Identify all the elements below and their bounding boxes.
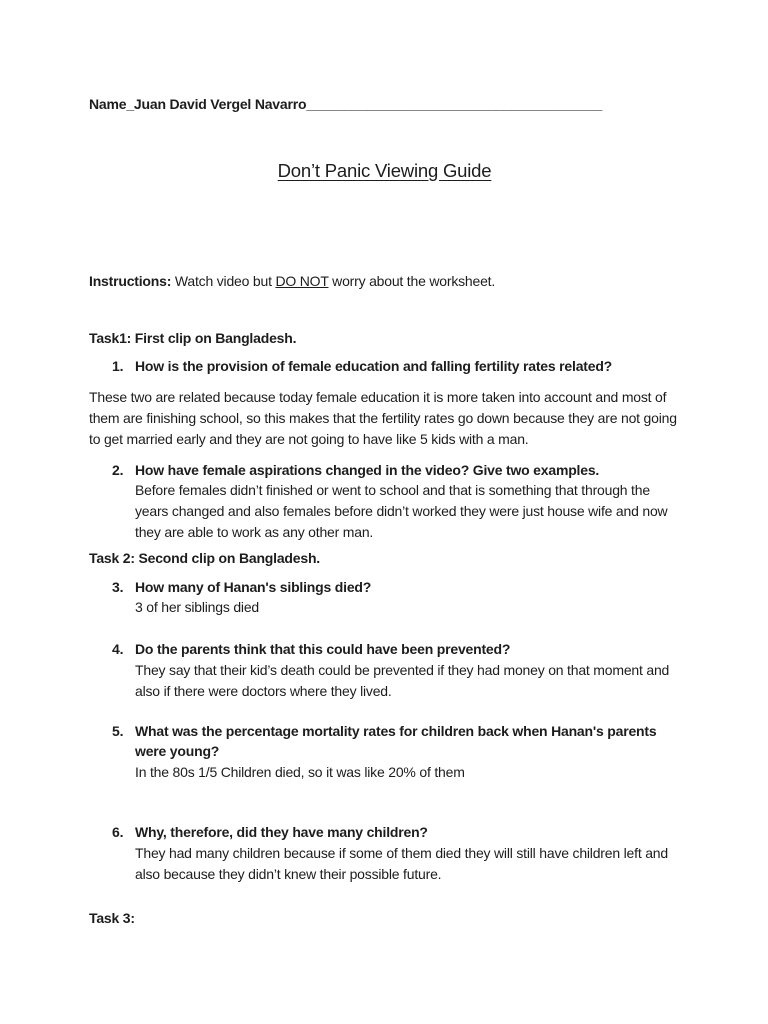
question-6-text: Why, therefore, did they have many children? [135, 823, 428, 840]
question-5-number: 5. [112, 722, 124, 739]
question-2-text: How have female aspirations changed in the video? Give two examples. [135, 461, 600, 478]
answer-2-text: Before females didn’t finished or went to school and that is something that through the years changed and also females before didn’t worked they were just house wife and now they are able to work as any other man. [135, 482, 668, 540]
question-2-number: 2. [112, 461, 124, 478]
question-5-text: What was the percentage mortality rates for children back when Hanan's parents were young? [135, 722, 657, 760]
question-3-number: 3. [112, 578, 124, 595]
task3-heading: Task 3: [89, 910, 135, 927]
question-5 [89, 721, 680, 783]
answer-3-text: 3 of her siblings died [135, 599, 260, 616]
question-4-number: 4. [112, 641, 124, 658]
question-1-number: 1. [112, 358, 124, 375]
instructions-label: Instructions: [89, 272, 172, 289]
name-label: Name_Juan David Vergel Navarro [89, 96, 307, 112]
answer-5-text: In the 80s 1/5 Children died, so it was like 20% of them [135, 764, 465, 781]
answer-1-paragraph: These two are related because today female education it is more taken into account and most of them are finishing school, so this makes that the fertility rates go down because they are not going to get married early and they are not going to have like 5 kids with a man. [89, 389, 677, 447]
name-line [89, 94, 680, 115]
instructions-text-after: worry about the worksheet. [332, 272, 496, 289]
question-6 [89, 822, 680, 884]
instructions-text-before: Watch video but [174, 272, 272, 289]
question-6-number: 6. [112, 823, 124, 840]
page-title: Don’t Panic Viewing Guide [277, 159, 492, 181]
question-1-text: How is the provision of female education and falling fertility rates related? [135, 358, 613, 375]
answer-4-text: They say that their kid’s death could be prevented if they had money on that moment and also if there were doctors where they lived. [135, 661, 670, 699]
task1-heading: Task1: First clip on Bangladesh. [89, 329, 297, 346]
question-4-text: Do the parents think that this could have been prevented? [135, 641, 511, 658]
question-1 [89, 356, 680, 377]
question-3 [89, 577, 680, 619]
question-2 [89, 460, 680, 543]
question-3-text: How many of Hanan's siblings died? [135, 578, 372, 595]
name-blank-line: _______________________________________ [306, 96, 603, 112]
document-content [0, 94, 768, 929]
instructions-line [89, 271, 680, 292]
instructions-underlined-text: DO NOT [275, 272, 329, 289]
question-4 [89, 639, 680, 701]
task2-heading: Task 2: Second clip on Bangladesh. [89, 549, 320, 566]
answer-6-text: They had many children because if some of them died they will still have children left and also because they didn’t knew their possible future. [135, 844, 668, 882]
